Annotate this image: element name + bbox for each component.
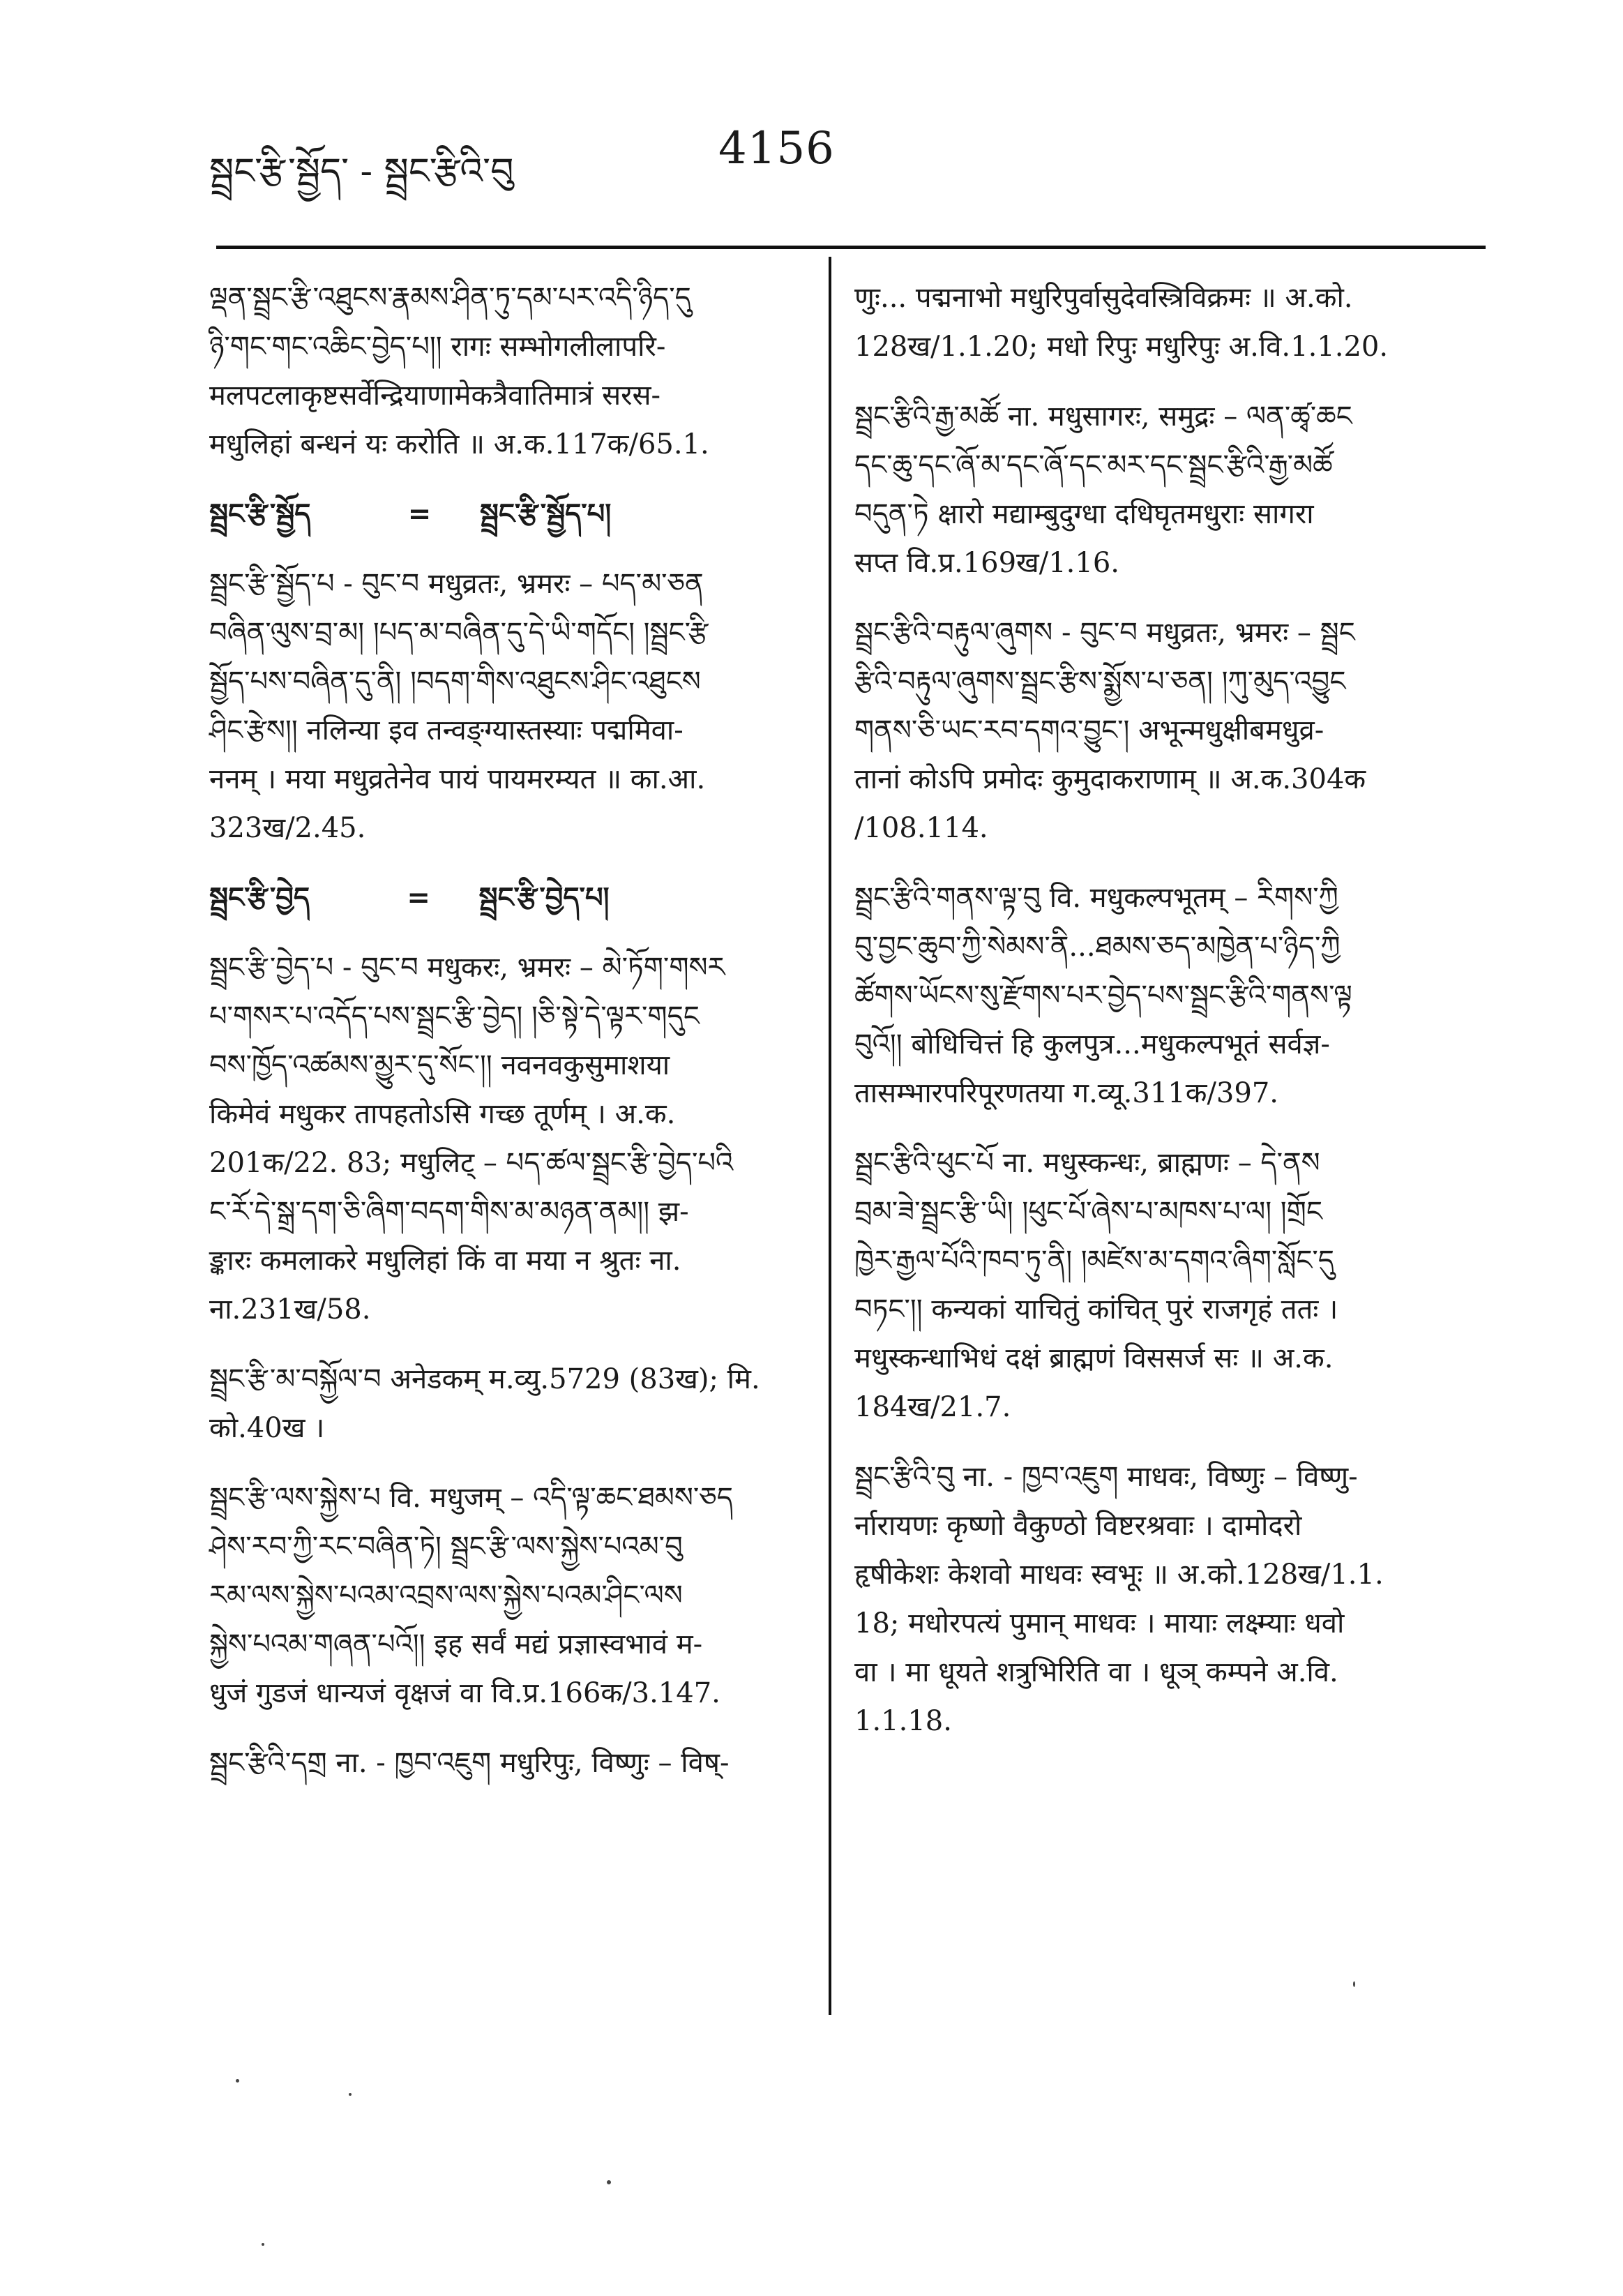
entry-line: སྦྲང་རྩི་སྦྱོད = སྦྲང་རྩི་སྦྱོད་པ།	[209, 497, 612, 530]
entry-line: ना.231ख/58.	[209, 1293, 371, 1326]
entry-line: ङ्कारः कमलाकरे मधुलिहां किं वा मया न श्रुतः ना.	[209, 1245, 681, 1277]
dictionary-entry	[209, 1739, 809, 1787]
entry-line: 128ख/1.1.20; मधो रिपुः मधुरिपुः अ.वि.1.1.20.	[854, 331, 1389, 363]
right-column	[854, 273, 1468, 1766]
entry-line: हृषीकेशः केशवो माधवः स्वभूः ॥ अ.को.128ख/1.1.	[854, 1559, 1384, 1591]
entry-line: སྦྲང་རྩི་བྱེད = སྦྲང་རྩི་བྱེད་པ།	[209, 881, 610, 914]
entry-line: 18; मधोरपत्यं पुमान् माधवः । मायाः लक्ष्म्याः धवो	[854, 1607, 1345, 1640]
dictionary-entry	[854, 608, 1468, 853]
dictionary-entry	[854, 1453, 1468, 1746]
dictionary-entry	[854, 392, 1468, 587]
entry-line: 323ख/2.45.	[209, 812, 366, 844]
column-divider	[829, 257, 831, 2015]
dictionary-entry	[209, 1355, 809, 1453]
entry-line: ཚོགས་ཡོངས་སུ་རྫོགས་པར་བྱེད་པས་སྦྲང་རྩིའི་གནས་ལྟ	[854, 980, 1352, 1012]
entry-line: मलपटलाकृष्टसर्वेन्द्रियाणामेकत्रैवातिमात्रं सरस-	[209, 380, 661, 412]
entry-line: तानां कोऽपि प्रमोदः कुमुदाकराणाम् ॥ अ.क.304क	[854, 763, 1366, 795]
entry-line: གནས་ཅི་ཡང་རབ་དགའ་བྱུང་། अभून्मधुक्षीबमधुव्र-	[854, 714, 1324, 746]
dictionary-entry	[209, 873, 809, 922]
entry-line: སྦྲང་རྩིའི་ཕུང་པོ ना. मधुस्कन्धः, ब्राह्मणः – དེ་ནས	[854, 1147, 1320, 1179]
entry-line: སྐྱེས་པའམ་གཞན་པའོ།། इह सर्वं मद्यं प्रज्ञास्वभावं म-	[209, 1628, 703, 1660]
entry-line: मधुलिहां बन्धनं यः करोति ॥ अ.क.117क/65.1.	[209, 428, 709, 460]
entry-line: སྦྲང་རྩིའི་རྒྱ་མཚོ ना. मधुसागरः, समुद्रः – ལན་ཚྭ་ཆང	[854, 400, 1352, 433]
entry-line: དང་ཆུ་དང་ཞོ་མ་དང་ཞོ་དང་མར་དང་སྦྲང་རྩིའི་རྒྱ་མཚོ	[854, 449, 1333, 481]
scan-speck	[349, 2093, 352, 2096]
entry-line: सप्त वि.प्र.169ख/1.16.	[854, 547, 1119, 579]
entry-line: སྦྲང་རྩི་བྱེད་པ - བུང་བ मधुकरः, भ्रमरः – མེ་ཏོག་གསར	[209, 952, 725, 984]
entry-line: वा । मा धूयते शत्रुभिरिति वा । धूञ् कम्पने अ.वि.	[854, 1656, 1338, 1688]
entry-line: 1.1.18.	[854, 1705, 952, 1737]
entry-line: སྦྲང་རྩི་མ་བསྐྱོལ་བ अनेडकम् म.व्यु.5729 (83ख); मि.	[209, 1363, 760, 1395]
entry-line: བས་ཁྱོད་འཚམས་མྱུར་དུ་སོང་།། नवनवकुसुमाशया	[209, 1049, 670, 1081]
entry-line: को.40ख ।	[209, 1412, 325, 1444]
entry-line: རམ་ལས་སྐྱེས་པའམ་འབྲས་ལས་སྐྱེས་པའམ་ཤིང་ལས	[209, 1580, 683, 1612]
entry-line: སྦྲང་རྩིའི་དགྲ ना. - ཁྱབ་འཇུག मधुरिपुः, विष्णुः – विष्-	[209, 1747, 730, 1779]
entry-line: मधुस्कन्धाभिधं दक्षं ब्राह्मणं विससर्ज सः ॥ अ.क.	[854, 1342, 1334, 1374]
entry-line: སྦྲང་རྩིའི་གནས་ལྟ་བུ वि. मधुकल्पभूतम् – རིགས་ཀྱི	[854, 882, 1338, 914]
entry-line: ཁྱེར་རྒྱལ་པོའི་ཁབ་ཏུ་ནི། །མཛེས་མ་དགའ་ཞིག་སློང་དུ	[854, 1245, 1334, 1277]
entry-line: किमेवं मधुकर तापहतोऽसि गच्छ तूर्णम् । अ.क.	[209, 1098, 676, 1130]
dictionary-entry	[209, 560, 809, 853]
dictionary-entry	[854, 273, 1468, 371]
running-title: སྦྲང་རྩི་སྦྱོད་ - སྦྲང་རྩིའི་བུ	[209, 151, 514, 193]
entry-line: བཞིན་ལུས་བྲ་མ། །པད་མ་བཞིན་དུ་དེ་ཡི་གདོང། །སྦྲང་རྩི	[209, 617, 709, 649]
dictionary-entry	[209, 490, 809, 539]
entry-line: བུ་བྱང་ཆུབ་ཀྱི་སེམས་ནི...ཐམས་ཅད་མཁྱེན་པ་ཉིད་ཀྱི	[854, 931, 1341, 963]
left-column	[209, 273, 809, 1808]
entry-line: བུའོ།། बोधिचित्तं हि कुलपुत्र...मधुकल्पभूतं सर्वज्ञ-	[854, 1028, 1330, 1060]
entry-line: ཉི་གང་གང་འཆིང་བྱེད་པ།། रागः सम्भोगलीलापरि-	[209, 331, 666, 363]
entry-line: སྦྲང་རྩི་སྦྱོད་པ - བུང་བ मधुव्रतः, भ्रमरः – པད་མ་ཅན	[209, 568, 704, 600]
entry-line: 201क/22. 83; मधुलिट् – པད་ཚལ་སྦྲང་རྩི་བྱེད་པའི	[209, 1147, 734, 1179]
page-number: 4156	[718, 123, 835, 174]
entry-line: ལྡན་སྦྲང་རྩི་འཐུངས་རྣམས་ཤིན་ཏུ་དམ་པར་འདི་ཉིད་དུ	[209, 282, 691, 314]
entry-line: र्नारायणः कृष्णो वैकुण्ठो विष्टरश्रवाः । दामोदरो	[854, 1510, 1302, 1542]
entry-line: ननम् । मया मधुव्रतेनेव पायं पायमरम्यत ॥ का.आ.	[209, 763, 706, 795]
entry-line: བདུན་ཏེ क्षारो मद्याम्बुदुग्धा दधिघृतमधुराः सागरा	[854, 498, 1314, 530]
entry-line: རྩིའི་བརྟུལ་ཞུགས་སྦྲང་རྩིས་སྨྱོས་པ་ཅན། །ཀུ་མུད་འབྱུང	[854, 666, 1346, 698]
dictionary-entry	[209, 943, 809, 1334]
entry-line: སྦྲང་རྩིའི་བརྟུལ་ཞུགས - བུང་བ मधुव्रतः, भ्रमरः – སྦྲང	[854, 617, 1355, 649]
scan-speck	[262, 2243, 264, 2246]
scan-speck	[236, 2079, 239, 2083]
entry-line: णुः... पद्मनाभो मधुरिपुर्वासुदेवस्त्रिविक्रमः ॥ अ.को.	[854, 282, 1353, 314]
scan-speck	[1353, 1981, 1355, 1987]
entry-line: ཤེས་རབ་ཀྱི་རང་བཞིན་ཏེ། སྦྲང་རྩི་ལས་སྐྱེས་པའམ་བུ	[209, 1531, 683, 1563]
entry-line: तासम्भारपरिपूरणतया ग.व्यू.311क/397.	[854, 1077, 1278, 1109]
dictionary-entry	[854, 873, 1468, 1118]
dictionary-entry	[209, 273, 809, 469]
header-rule	[216, 246, 1486, 249]
entry-line: /108.114.	[854, 812, 988, 844]
dictionary-entry	[209, 1473, 809, 1718]
scan-speck	[607, 2180, 611, 2184]
entry-line: 184ख/21.7.	[854, 1391, 1011, 1423]
entry-line: བྲམ་ཟེ་སྦྲང་རྩི་ཡི། །ཕུང་པོ་ཞེས་པ་མཁས་པ་ལ། །གྲོང	[854, 1196, 1322, 1228]
entry-line: ང་རོ་དེ་སྒྲ་དག་ཅི་ཞིག་བདག་གིས་མ་མཉན་ནམ།། झ-	[209, 1196, 689, 1228]
entry-line: སྦྱོད་པས་བཞིན་དུ་ནི། །བདག་གིས་འཐུངས་ཤིང་འཐུངས	[209, 666, 701, 698]
dictionary-entry	[854, 1139, 1468, 1432]
entry-line: ཤིང་རྩེས།། नलिन्या इव तन्वङ्ग्यास्तस्याः पद्ममिवा-	[209, 714, 684, 746]
entry-line: བཏང་།། कन्यकां याचितुं कांचित् पुरं राजगृहं ततः ।	[854, 1293, 1338, 1326]
entry-line: སྦྲང་རྩི་ལས་སྐྱེས་པ वि. मधुजम् – འདི་ལྟ་ཆང་ཐམས་ཅད	[209, 1482, 733, 1514]
entry-line: སྦྲང་རྩིའི་བུ ना. - ཁྱབ་འཇུག माधवः, विष्णुः – विष्णु-	[854, 1461, 1358, 1493]
entry-line: धुजं गुडजं धान्यजं वृक्षजं वा वि.प्र.166क/3.147.	[209, 1677, 720, 1709]
entry-line: པ་གསར་པ་འདོད་པས་སྦྲང་རྩི་བྱེད། །ཅི་སྟེ་དེ་ལྟར་གདུང	[209, 1000, 700, 1033]
